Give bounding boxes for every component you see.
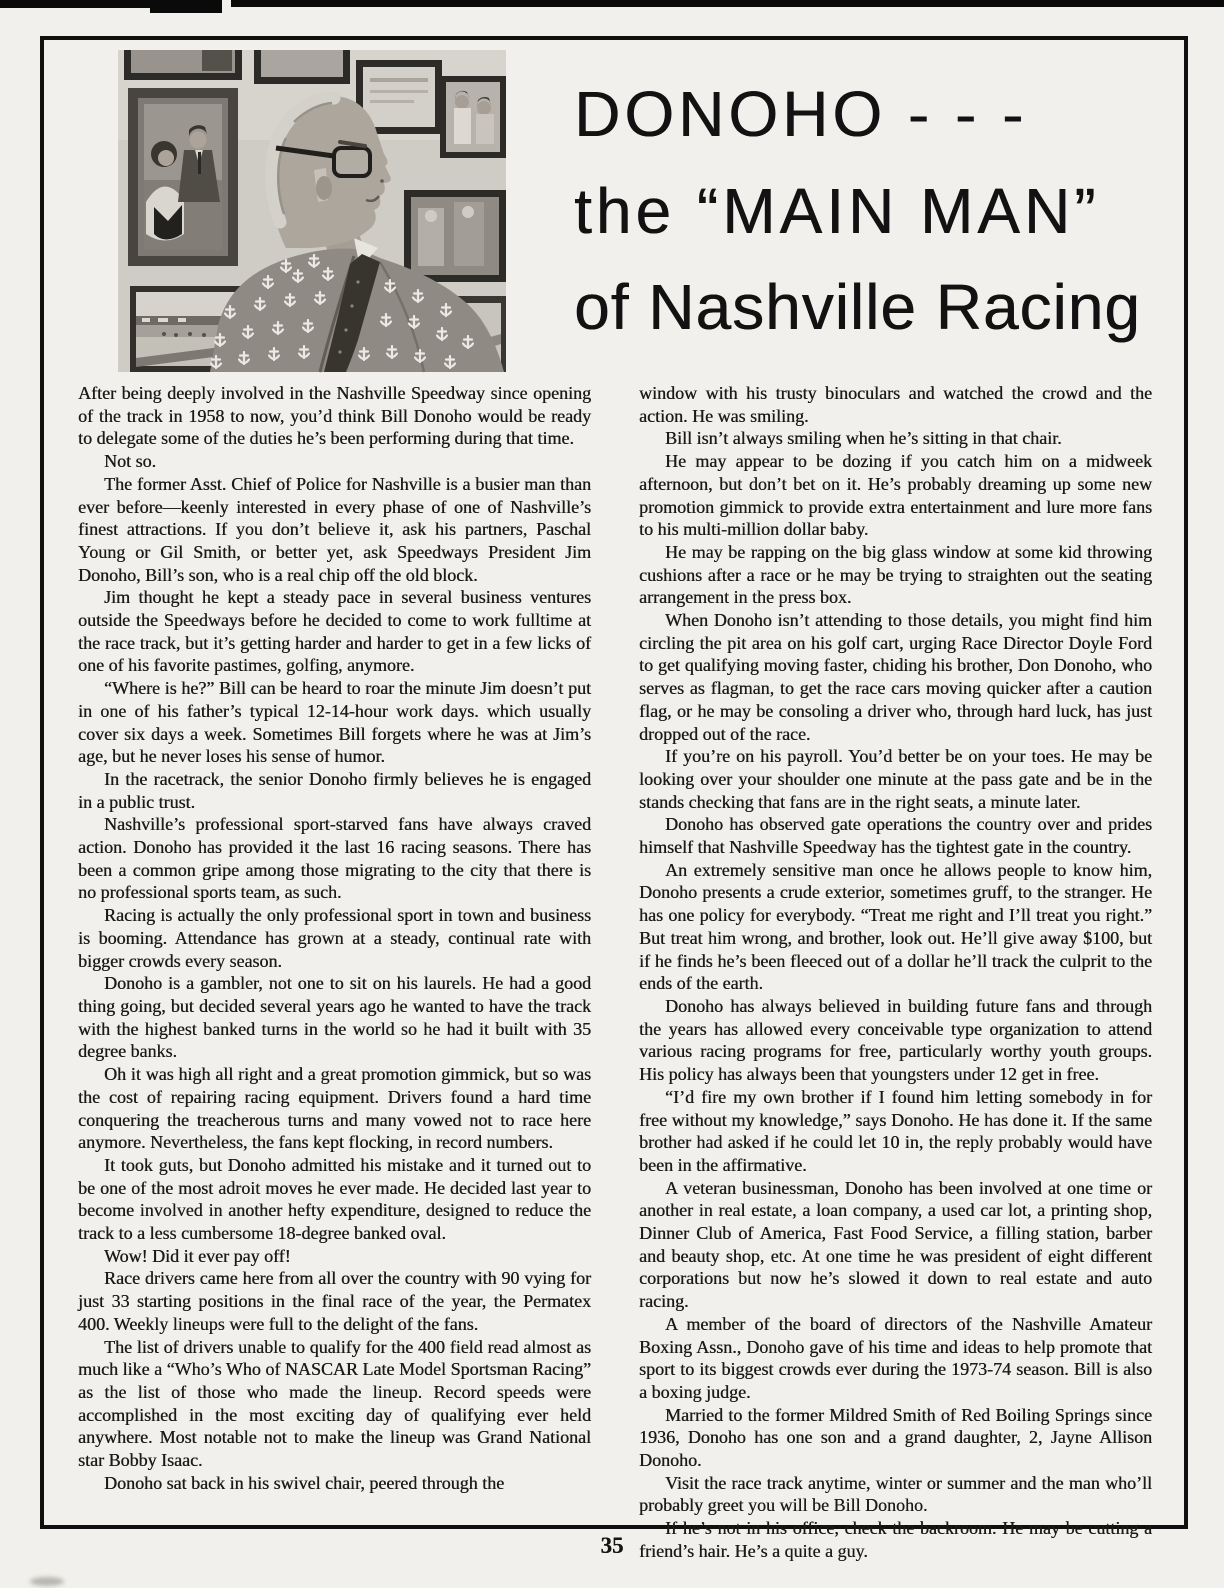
paragraph: If you’re on his payroll. You’d better be on your toes. He may be looking over your shoulder one minute at the pass gate and be in the stands checking that fans are in the right seats, a minute later. xyxy=(639,746,1152,812)
paragraph: A veteran businessman, Donoho has been involved at one time or another in real estate, a loan company, a used car lot, a printing shop, Dinner Club of America, Fast Food Service, a filling station, barber and beauty shop, etc. At one time he was president of eight different corporations but now he’s slowed it down to real estate and auto racing. xyxy=(639,1177,1152,1312)
right-column xyxy=(639,382,1152,1561)
paragraph: Not so. xyxy=(104,451,157,472)
paragraph: Racing is actually the only professional sport in town and business is booming. Attendance has grown at a steady, continual rate with bigger crowds every season. xyxy=(78,905,591,971)
paragraph: In the racetrack, the senior Donoho firmly believes he is engaged in a public trust. xyxy=(78,768,591,812)
article-title-line2: the “MAIN MAN” xyxy=(574,175,1100,247)
paragraph: A member of the board of directors of the Nashville Amateur Boxing Assn., Donoho gave of his time and ideas to help promote that sport to its biggest crowds ever during the 1973-74 season. Bill is also a boxing judge. xyxy=(639,1313,1152,1402)
paragraph: Donoho has always believed in building future fans and through the years has allowed every conceivable type organization to attend various racing programs for free, particularly worthy youth groups. His policy has always been that youngsters under 12 get in free. xyxy=(639,995,1152,1085)
paragraph: The former Asst. Chief of Police for Nashville is a busier man than ever before—keenly interested in every phase of one of Nashville’s finest attractions. If you don’t believe it, ask his partners, Paschal Young or Gil Smith, or better yet, ask Speedways President Jim Donoho, Bill’s son, who is a real chip off the old block. xyxy=(78,473,591,585)
paragraph: He may be rapping on the big glass window at some kid throwing cushions after a race or he may be trying to straighten out the seating arrangement in the press box. xyxy=(639,541,1152,608)
paragraph: If he’s not in his office, check the backroom. He may be cutting a friend’s hair. He’s a quite a guy. xyxy=(639,1518,1152,1561)
article-title-line1: DONOHO - - - xyxy=(574,78,1028,150)
page-top-scan-artifact xyxy=(150,0,222,13)
paragraph: Jim thought he kept a steady pace in several business ventures outside the Speedways before he decided to come to work fulltime at the race track, but it’s getting harder and harder to get in a few licks of one of his favorite pastimes, golfing, anymore. xyxy=(78,587,591,676)
page-number: 35 xyxy=(600,1533,624,1558)
paragraph: He may appear to be dozing if you catch him on a midweek afternoon, but don’t bet on it. He’s probably dreaming up some new promotion gimmick to provide extra entertainment and lure more fans to his multi-million dollar baby. xyxy=(639,451,1152,540)
paragraph: After being deeply involved in the Nashville Speedway since opening of the track in 1958 to now, you’d think Bill Donoho would be ready to delegate some of the duties he’s been performing during that time. xyxy=(78,383,591,449)
paragraph: Bill isn’t always smiling when he’s sitting in that chair. xyxy=(665,428,1062,449)
paragraph: Donoho has observed gate operations the country over and prides himself that Nashville Speedway has the tightest gate in the country. xyxy=(639,814,1152,858)
man-ear xyxy=(316,176,332,200)
donoho-photo-illustration xyxy=(118,50,506,372)
paragraph: Wow! Did it ever pay off! xyxy=(104,1245,291,1266)
paragraph: Married to the former Mildred Smith of Red Boiling Springs since 1936, Donoho has one son and a grand daughter, 2, Jayne Allison Donoho. xyxy=(639,1404,1152,1471)
wall-frame-right-middle xyxy=(404,190,506,282)
paragraph: Nashville’s professional sport-starved fans have always craved action. Donoho has provided it the last 16 racing seasons. There has been a common gripe among those migrating to the city that there is no professional sports team, as such. xyxy=(78,814,591,903)
page-top-scan-artifact xyxy=(231,0,1224,7)
bottom-left-scan-smudge xyxy=(30,1577,64,1586)
paragraph: Visit the race track anytime, winter or summer and the man who’ll probably greet you will be Bill Donoho. xyxy=(639,1472,1152,1516)
paragraph: When Donoho isn’t attending to those details, you might find him circling the pit area on his golf cart, urging Race Director Doyle Ford to get qualifying moving faster, chiding his brother, Don Donoho, who serves as flagman, to get the race cars moving quicker after a caution flag, or he may be consoling a driver who, through hard luck, has just dropped out of the race. xyxy=(639,610,1152,744)
paragraph: The list of drivers unable to qualify for the 400 field read almost as much like a “Who’s Who of NASCAR Late Model Sportsman Racing” as the list of those who made the lineup. Record speeds were accomplished in the most exciting day of qualifying ever held anywhere. Most notable not to make the lineup was Grand National star Bobby Isaac. xyxy=(78,1336,591,1471)
wall-frame-right-top xyxy=(440,76,506,158)
wall-frame-top-left xyxy=(124,50,350,84)
donoho-photo xyxy=(118,50,506,372)
paragraph: Donoho is a gambler, not one to sit on his laurels. He had a good thing going, but decided several years ago he wanted to have the track with the highest banked turns in the world so he had it built with 35 degree banks. xyxy=(78,973,591,1062)
paragraph: Donoho sat back in his swivel chair, peered through the xyxy=(104,1472,505,1493)
article-body xyxy=(78,382,1152,1561)
paragraph: Race drivers came here from all over the country with 90 vying for just 33 starting positions in the final race of the year, the Permatex 400. Weekly lineups were full to the delight of the fans. xyxy=(78,1268,591,1334)
paragraph: It took guts, but Donoho admitted his mistake and it turned out to be one of the most adroit moves he ever made. He decided last year to become involved in another hefty expenditure, designed to reduce the track to a less cumbersome 18-degree banked oval. xyxy=(78,1154,591,1244)
article-title-line3: of Nashville Racing xyxy=(574,271,1141,343)
paragraph: Oh it was high all right and a great promotion gimmick, but so was the cost of repairing racing equipment. Drivers found a hard time conquering the treacherous turns and many vowed not to race here anymore. Nevertheless, the fans kept flocking, in record numbers. xyxy=(78,1064,591,1153)
wall-frame-family-portrait xyxy=(128,88,238,266)
page-border-frame xyxy=(40,36,1188,1561)
left-column xyxy=(78,382,591,1524)
paragraph: “Where is he?” Bill can be heard to roar the minute Jim doesn’t put in one of his father’s typical 12-14-hour work days. which usually cover six days a week. Sometimes Bill forgets where he was at Jim’s age, but he never loses his sense of humor. xyxy=(78,678,591,767)
paragraph: window with his trusty binoculars and watched the crowd and the action. He was smiling. xyxy=(639,383,1152,426)
paragraph: An extremely sensitive man once he allows people to know him, Donoho presents a crude exterior, sometimes gruff, to the stranger. He has one policy for everybody. “Treat me right and I’ll treat you right.” But treat him wrong, and brother, look out. He’ll give away $100, but if he finds he’s been fleeced out of a dollar he’ll track the culprit to the ends of the earth. xyxy=(639,859,1152,994)
paragraph: “I’d fire my own brother if I found him letting somebody in for free without my knowledge,” says Donoho. He has done it. If the same brother had asked if he could let 10 in, the reply probably would have been in the affirmative. xyxy=(639,1086,1152,1175)
